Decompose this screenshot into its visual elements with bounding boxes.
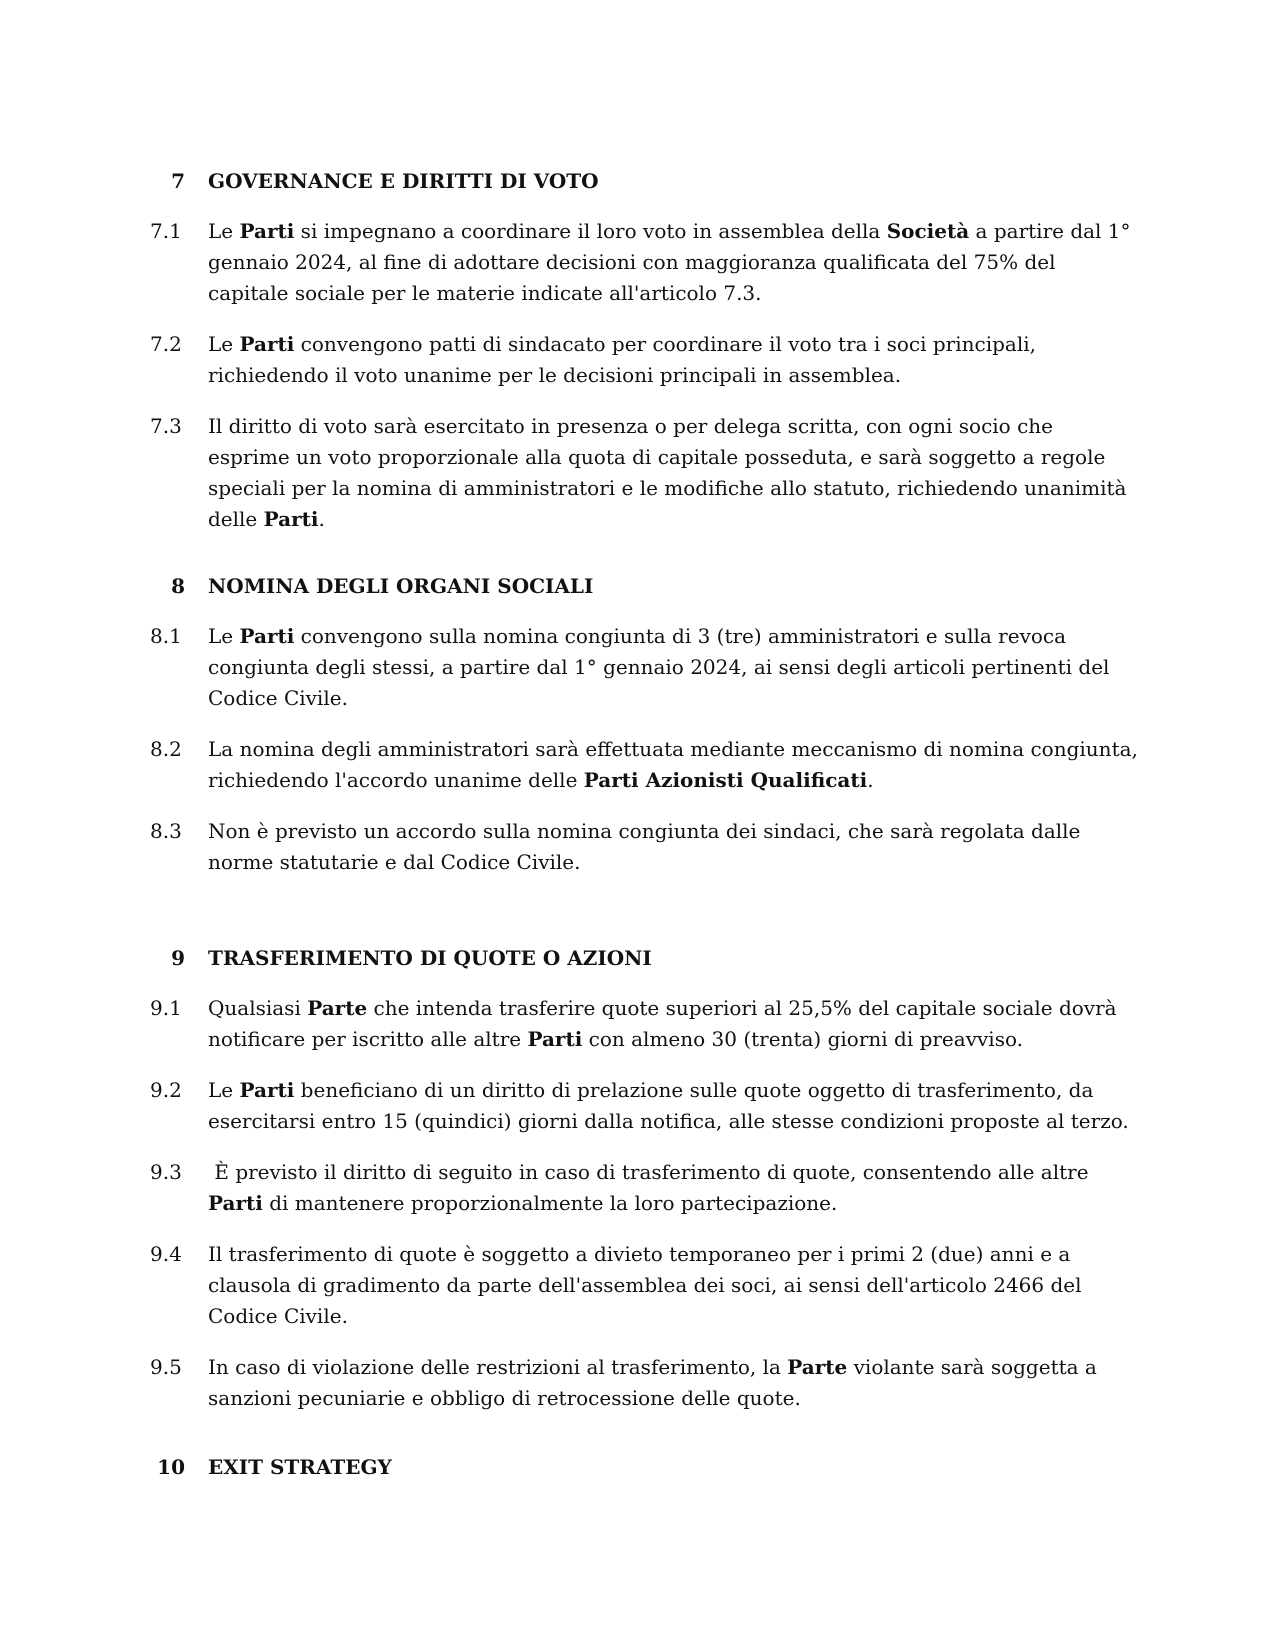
clause-text: Il trasferimento di quote è soggetto a divieto temporaneo per i primi 2 (due) anni e a clausola di gradimento da parte dell'assemblea dei soci, ai sensi dell'articolo 2466 del Codice Civile.: [208, 1242, 1082, 1328]
clause-7-1: [0, 216, 1275, 309]
section-heading: [0, 166, 1275, 196]
section-heading: [0, 943, 1275, 973]
clause-9-5: [0, 1352, 1275, 1414]
section-title: EXIT STRATEGY: [208, 1455, 392, 1479]
clause-8-2: [0, 734, 1275, 796]
clause-text: Non è previsto un accordo sulla nomina congiunta dei sindaci, che sarà regolata dalle norme statutarie e dal Codice Civile.: [208, 819, 1081, 874]
clause-number: 9.4: [150, 1242, 182, 1266]
section-10: [0, 1452, 1275, 1482]
clause-7-2: [0, 329, 1275, 391]
section-number: 9: [171, 946, 185, 970]
clause-9-1: [0, 993, 1275, 1055]
clause-number: 7.2: [150, 332, 182, 356]
section-number: 10: [157, 1455, 185, 1479]
clause-text: Le Parti convengono sulla nomina congiunta di 3 (tre) amministratori e sulla revoca congiunta degli stessi, a partire dal 1° gennaio 2024, ai sensi degli articoli pertinenti del Codice Civile.: [208, 624, 1110, 710]
clause-number: 8.2: [150, 737, 182, 761]
clause-number: 9.3: [150, 1160, 182, 1184]
clause-8-1: [0, 621, 1275, 714]
clause-number: 7.1: [150, 219, 182, 243]
clause-number: 9.2: [150, 1078, 182, 1102]
clause-text: In caso di violazione delle restrizioni al trasferimento, la Parte violante sarà soggetta a sanzioni pecuniarie e obbligo di retrocessione delle quote.: [208, 1355, 1097, 1410]
clause-7-3: [0, 411, 1275, 535]
clause-text: Le Parti si impegnano a coordinare il loro voto in assemblea della Società a partire dal 1° gennaio 2024, al fine di adottare decisioni con maggioranza qualificata del 75% del capitale sociale per le materie indicate all'articolo 7.3.: [208, 219, 1131, 305]
clause-text: Le Parti beneficiano di un diritto di prelazione sulle quote oggetto di trasferimento, da esercitarsi entro 15 (quindici) giorni dalla notifica, alle stesse condizioni proposte al terzo.: [208, 1078, 1129, 1133]
clause-9-4: [0, 1239, 1275, 1332]
clause-number: 9.1: [150, 996, 182, 1020]
section-number: 7: [171, 169, 185, 193]
section-title: TRASFERIMENTO DI QUOTE O AZIONI: [208, 946, 652, 970]
section-heading: [0, 1452, 1275, 1482]
clause-text: Le Parti convengono patti di sindacato per coordinare il voto tra i soci principali, richiedendo il voto unanime per le decisioni principali in assemblea.: [208, 332, 1036, 387]
section-title: NOMINA DEGLI ORGANI SOCIALI: [208, 574, 594, 598]
clause-text: Qualsiasi Parte che intenda trasferire quote superiori al 25,5% del capitale sociale dovrà notificare per iscritto alle altre Parti con almeno 30 (trenta) giorni di preavviso.: [208, 996, 1117, 1051]
section-number: 8: [171, 574, 185, 598]
clause-9-2: [0, 1075, 1275, 1137]
clause-text: È previsto il diritto di seguito in caso di trasferimento di quote, consentendo alle altre Parti di mantenere proporzionalmente la loro partecipazione.: [208, 1160, 1095, 1215]
clause-text: La nomina degli amministratori sarà effettuata mediante meccanismo di nomina congiunta, richiedendo l'accordo unanime delle Parti Azionisti Qualificati.: [208, 737, 1138, 792]
section-7: [0, 166, 1275, 535]
clause-number: 9.5: [150, 1355, 182, 1379]
section-8: [0, 571, 1275, 878]
clause-number: 7.3: [150, 414, 182, 438]
clause-number: 8.1: [150, 624, 182, 648]
clause-8-3: [0, 816, 1275, 878]
section-heading: [0, 571, 1275, 601]
section-9: [0, 943, 1275, 1414]
clause-9-3: [0, 1157, 1275, 1219]
section-title: GOVERNANCE E DIRITTI DI VOTO: [208, 169, 599, 193]
clause-text: Il diritto di voto sarà esercitato in presenza o per delega scritta, con ogni socio che esprime un voto proporzionale alla quota di capitale posseduta, e sarà soggetto a regole speciali per la nomina di amministratori e le modifiche allo statuto, richiedendo unanimità delle Parti.: [208, 414, 1127, 531]
clause-number: 8.3: [150, 819, 182, 843]
